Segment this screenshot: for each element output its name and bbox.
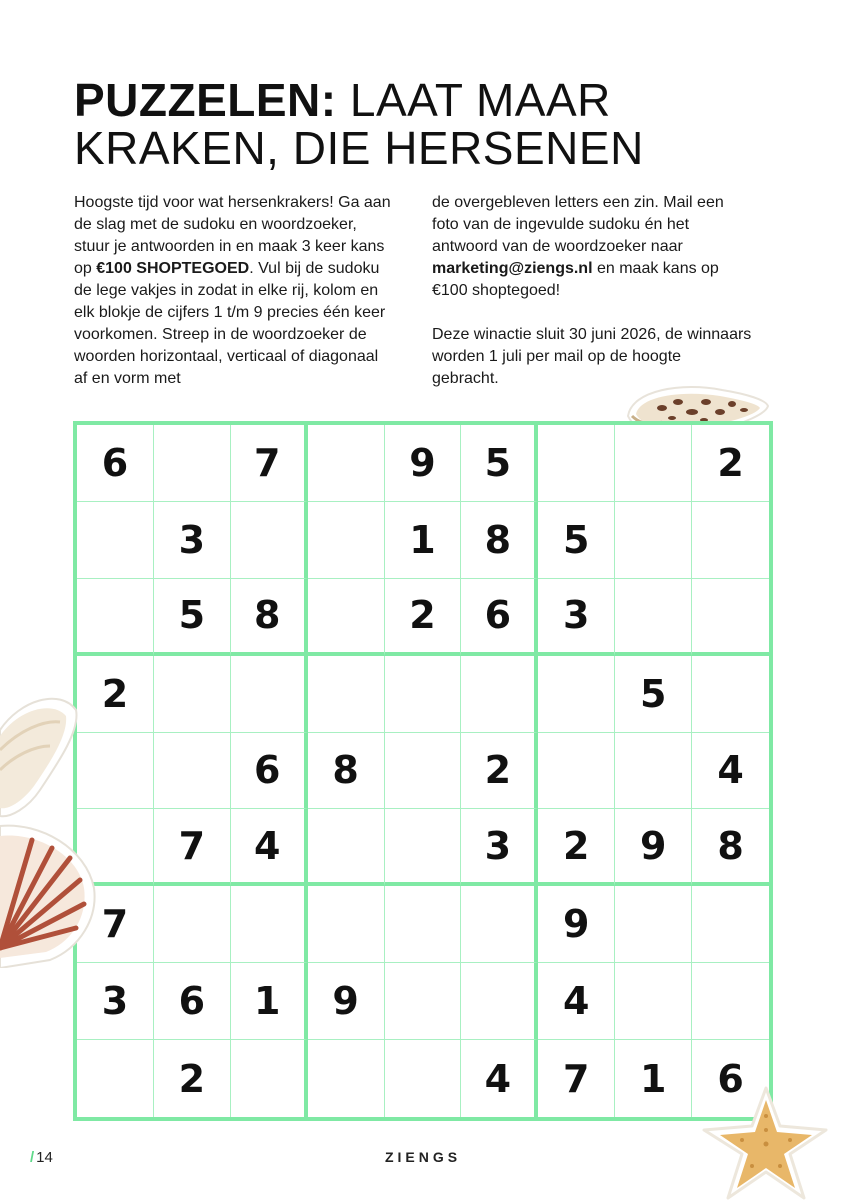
- sudoku-cell[interactable]: [77, 1040, 154, 1117]
- sudoku-cell[interactable]: [154, 886, 231, 963]
- sudoku-cell: 2: [692, 425, 769, 502]
- sudoku-cell: 8: [231, 579, 308, 656]
- sudoku-cell[interactable]: [231, 886, 308, 963]
- sudoku-cell[interactable]: [385, 733, 462, 810]
- sudoku-cell[interactable]: [692, 963, 769, 1040]
- sudoku-cell[interactable]: [692, 886, 769, 963]
- sudoku-cell[interactable]: [77, 733, 154, 810]
- sudoku-cell: 2: [538, 809, 615, 886]
- title-rest: LAAT MAAR: [349, 74, 611, 126]
- sudoku-cell[interactable]: [615, 425, 692, 502]
- intro-text-1: Hoogste tijd voor wat hersenkrakers! Ga aan de slag met de sudoku en woordzoeker, stuur je antwoorden in en maak 3 keer kans op: [74, 194, 391, 277]
- sudoku-cell: 4: [231, 809, 308, 886]
- slash-icon: /: [30, 1149, 35, 1166]
- sudoku-cell[interactable]: [461, 656, 538, 733]
- sudoku-cell: 6: [231, 733, 308, 810]
- sudoku-cell: 5: [154, 579, 231, 656]
- sudoku-cell: 4: [538, 963, 615, 1040]
- sudoku-cell: 9: [538, 886, 615, 963]
- sudoku-cell[interactable]: [692, 579, 769, 656]
- sudoku-cell[interactable]: [308, 809, 385, 886]
- sudoku-cell[interactable]: [308, 579, 385, 656]
- sudoku-cell[interactable]: [308, 656, 385, 733]
- sudoku-cell[interactable]: [231, 656, 308, 733]
- sudoku-cell[interactable]: [615, 733, 692, 810]
- sudoku-cell: 5: [461, 425, 538, 502]
- sudoku-cell[interactable]: [308, 1040, 385, 1117]
- sudoku-cell: 2: [154, 1040, 231, 1117]
- intro-right-column: [432, 192, 752, 412]
- sudoku-cell: 5: [615, 656, 692, 733]
- sudoku-cell: 2: [461, 733, 538, 810]
- sudoku-cell: 8: [692, 809, 769, 886]
- sudoku-cell: 3: [77, 963, 154, 1040]
- intro-text-2: . Vul bij de sudoku de lege vakjes in zodat in elke rij, kolom en elk blokje de cijfers 1 t/m 9 precies één keer voorkomen. Streep in de woordzoeker de woorden horizontaal, verticaal of diagonaal af en vorm met: [74, 260, 386, 387]
- page-title: [74, 76, 774, 172]
- sudoku-cell: 6: [717, 1056, 744, 1101]
- sudoku-cell[interactable]: [385, 656, 462, 733]
- starfish-icon: [700, 1086, 830, 1200]
- sudoku-cell: 9: [385, 425, 462, 502]
- title-line2: KRAKEN, DIE HERSENEN: [74, 122, 644, 174]
- sudoku-cell: 7: [77, 886, 154, 963]
- sudoku-cell[interactable]: [385, 1040, 462, 1117]
- sudoku-cell: 3: [461, 809, 538, 886]
- sudoku-cell: 1: [385, 502, 462, 579]
- sudoku-cell[interactable]: [308, 425, 385, 502]
- sudoku-cell: 5: [538, 502, 615, 579]
- title-bold: PUZZELEN:: [74, 74, 337, 126]
- sudoku-cell[interactable]: [154, 425, 231, 502]
- sudoku-cell: 1: [615, 1040, 692, 1117]
- sudoku-grid: [73, 421, 773, 1121]
- mail-text-2: en maak kans op €100 shoptegoed!: [432, 260, 719, 299]
- sudoku-cell: 9: [615, 809, 692, 886]
- intro-left-column: [74, 192, 394, 412]
- sudoku-cell: 9: [308, 963, 385, 1040]
- sudoku-cell[interactable]: [154, 733, 231, 810]
- prize-text: €100 SHOPTEGOED: [96, 260, 250, 277]
- mail-paragraph: [432, 192, 752, 302]
- sudoku-cell[interactable]: [231, 502, 308, 579]
- cone-shell-icon: [0, 690, 80, 820]
- sudoku-cell: 4: [461, 1040, 538, 1117]
- sudoku-cell[interactable]: [615, 963, 692, 1040]
- sudoku-cell: 8: [461, 502, 538, 579]
- sudoku-cell: 4: [692, 733, 769, 810]
- intro-paragraph: [74, 192, 394, 390]
- sudoku-cell[interactable]: [615, 579, 692, 656]
- deadline-paragraph: Deze winactie sluit 30 juni 2026, de winnaars worden 1 juli per mail op de hoogte gebracht.: [432, 326, 752, 387]
- sudoku-cell: 2: [77, 656, 154, 733]
- mail-text-1: de overgebleven letters een zin. Mail een foto van de ingevulde sudoku én het antwoord van de woordzoeker naar: [432, 194, 724, 255]
- sudoku-cell[interactable]: [385, 809, 462, 886]
- sudoku-cell: 6: [154, 963, 231, 1040]
- sudoku-cell[interactable]: [615, 886, 692, 963]
- sudoku-cell[interactable]: [308, 886, 385, 963]
- scallop-shell-icon: [0, 818, 100, 968]
- sudoku-cell: 3: [154, 502, 231, 579]
- sudoku-cell[interactable]: [461, 963, 538, 1040]
- email-link[interactable]: marketing@ziengs.nl: [432, 260, 593, 277]
- sudoku-cell[interactable]: [385, 963, 462, 1040]
- sudoku-cell[interactable]: [385, 886, 462, 963]
- sudoku-cell[interactable]: [615, 502, 692, 579]
- sudoku-cell[interactable]: [461, 886, 538, 963]
- sudoku-cell: 8: [308, 733, 385, 810]
- sudoku-cell[interactable]: [692, 656, 769, 733]
- sudoku-cell: 1: [231, 963, 308, 1040]
- sudoku-cell: 6: [77, 425, 154, 502]
- sudoku-cell[interactable]: [692, 502, 769, 579]
- sudoku-cell[interactable]: [154, 656, 231, 733]
- sudoku-cell: 7: [154, 809, 231, 886]
- sudoku-cell[interactable]: [308, 502, 385, 579]
- sudoku-cell: 6: [461, 579, 538, 656]
- sudoku-cell[interactable]: [77, 502, 154, 579]
- sudoku-cell: 3: [538, 579, 615, 656]
- page-number-text: 14: [36, 1149, 53, 1166]
- sudoku-cell: 2: [385, 579, 462, 656]
- sudoku-cell[interactable]: [538, 733, 615, 810]
- sudoku-cell: 7: [538, 1040, 615, 1117]
- sudoku-cell: 7: [231, 425, 308, 502]
- sudoku-cell[interactable]: [538, 656, 615, 733]
- sudoku-cell[interactable]: [538, 425, 615, 502]
- sudoku-cell[interactable]: [77, 579, 154, 656]
- sudoku-cell[interactable]: [231, 1040, 308, 1117]
- brand-logo: ZIENGS: [384, 1149, 462, 1165]
